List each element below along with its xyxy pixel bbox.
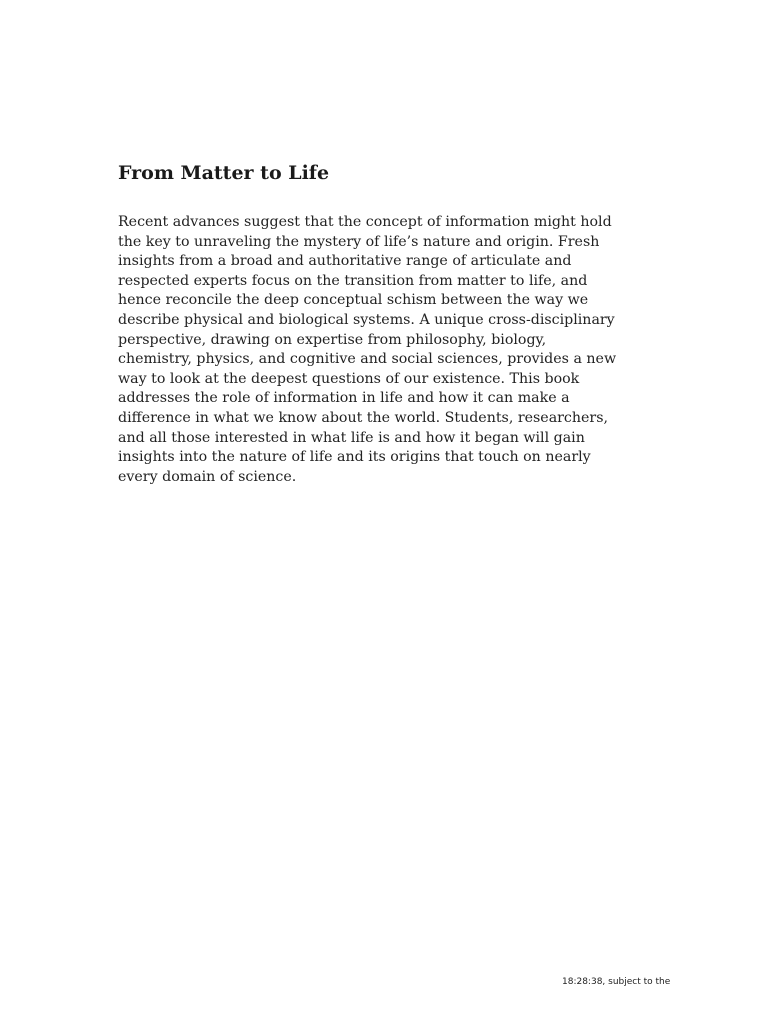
footer-note: 18:28:38, subject to the [562,977,671,987]
paragraph-line: insights from a broad and authoritative range of articulate and [118,253,572,270]
paragraph-line: respected experts focus on the transition from matter to life, and [118,272,588,289]
paragraph-line: insights into the nature of life and its origins that touch on nearly [118,449,591,466]
paragraph-line: and all those interested in what life is and how it began will gain [118,429,585,446]
description-paragraph [118,213,678,487]
paragraph-line: way to look at the deepest questions of our existence. This book [118,370,580,387]
paragraph-line: describe physical and biological systems. A unique cross-disciplinary [118,311,615,328]
paragraph-line: chemistry, physics, and cognitive and social sciences, provides a new [118,351,617,368]
paragraph-line: Recent advances suggest that the concept of information might hold [118,214,612,230]
paragraph-line: hence reconcile the deep conceptual schism between the way we [118,292,589,309]
paragraph-line: perspective, drawing on expertise from philosophy, biology, [118,331,547,348]
paragraph-line: difference in what we know about the world. Students, researchers, [118,409,608,426]
paragraph-line: every domain of science. [118,468,297,485]
page-title: From Matter to Life [118,162,330,184]
paragraph-line: addresses the role of information in life and how it can make a [118,390,570,407]
paragraph-line: the key to unraveling the mystery of life’s nature and origin. Fresh [118,233,600,250]
